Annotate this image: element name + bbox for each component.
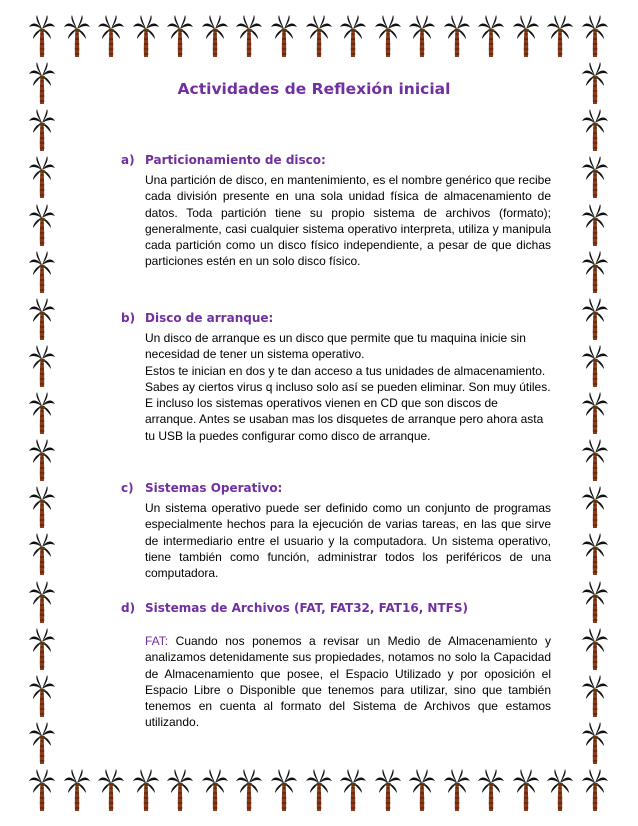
palm-tree-icon [477, 14, 505, 58]
palm-tree-icon [28, 627, 56, 671]
palm-tree-icon [477, 768, 505, 812]
paragraph-text: Cuando nos ponemos a revisar un Medio de Almacenamiento y analizamos detenidamente sus propiedades, notamos no solo la Capacidad de Almacenamiento que posee, el Espacio Utilizado y por oposición el Espacio Libre o Disponible que tenemos para utilizar, sino que también tenemos en cuenta al formato del Sistema de Archivos que estamos utilizando. [145, 634, 552, 730]
palm-tree-icon [201, 768, 229, 812]
palm-tree-icon [63, 768, 91, 812]
paragraph: Un sistema operativo puede ser definido como un conjunto de programas especialmente hechos para la ejecución de varias tareas, en las que sirve de intermediario entre el usuario y la computadora. Un sistema operativo, tiene también como función, administrar todos los periféricos de una computadora. [145, 501, 551, 581]
palm-tree-icon [581, 391, 609, 435]
palm-tree-icon [28, 532, 56, 576]
palm-tree-icon [63, 14, 91, 58]
palm-tree-icon [581, 14, 609, 58]
fat-label: FAT: [145, 634, 169, 648]
section-heading [121, 480, 551, 497]
section-letter: a) [121, 153, 135, 167]
palm-tree-icon [235, 768, 263, 812]
palm-tree-icon [166, 768, 194, 812]
palm-tree-icon [28, 108, 56, 152]
paragraph [145, 633, 551, 731]
section-sistemas-operativo [121, 480, 551, 581]
section-heading [121, 600, 551, 617]
palm-tree-icon [28, 485, 56, 529]
palm-tree-icon [581, 297, 609, 341]
palm-tree-icon [28, 674, 56, 718]
palm-tree-icon [512, 768, 540, 812]
palm-tree-icon [28, 14, 56, 58]
section-letter: d) [121, 601, 136, 615]
palm-tree-icon [270, 14, 298, 58]
palm-tree-icon [581, 768, 609, 812]
palm-tree-icon [443, 14, 471, 58]
section-letter: c) [121, 481, 134, 495]
palm-tree-icon [408, 14, 436, 58]
palm-tree-icon [581, 580, 609, 624]
section-body [145, 633, 551, 731]
palm-tree-icon [546, 768, 574, 812]
section-heading [121, 310, 551, 327]
paragraph: Una partición de disco, en mantenimiento, es el nombre genérico que recibe cada división presente en una sola unidad física de almacenamiento de datos. Toda partición tiene su propio sistema de archivos (formato); generalmente, casi cualquier sistema operativo interpreta, utiliza y manipula cada partición como un disco físico independiente, a pesar de que dichas particiones estén en un solo disco físico. [145, 173, 551, 269]
palm-tree-icon [443, 768, 471, 812]
palm-tree-icon [408, 768, 436, 812]
section-sistemas-archivos [121, 600, 551, 731]
palm-tree-icon [374, 14, 402, 58]
paragraph: Un disco de arranque es un disco que permite que tu maquina inicie sin necesidad de tener un sistema operativo. [145, 331, 526, 362]
section-body [145, 330, 551, 444]
palm-tree-icon [97, 768, 125, 812]
palm-tree-icon [581, 532, 609, 576]
palm-tree-icon [581, 155, 609, 199]
palm-tree-icon [581, 438, 609, 482]
section-letter: b) [121, 311, 136, 325]
palm-tree-icon [374, 768, 402, 812]
palm-tree-icon [305, 768, 333, 812]
palm-tree-icon [132, 14, 160, 58]
palm-tree-icon [581, 344, 609, 388]
palm-tree-icon [28, 203, 56, 247]
palm-tree-icon [339, 768, 367, 812]
palm-tree-icon [235, 14, 263, 58]
palm-tree-icon [97, 14, 125, 58]
palm-tree-icon [581, 627, 609, 671]
section-title: Sistemas de Archivos (FAT, FAT32, FAT16, NTFS) [145, 601, 468, 615]
palm-tree-icon [581, 485, 609, 529]
palm-tree-icon [28, 721, 56, 765]
palm-tree-icon [581, 250, 609, 294]
paragraph: Estos te inician en dos y te dan acceso a tus unidades de almacenamiento. Sabes ay ciertos virus q incluso solo así se pueden eliminar. Son muy útiles. [145, 363, 551, 394]
section-title: Sistemas Operativo: [145, 481, 283, 495]
palm-tree-icon [28, 438, 56, 482]
palm-tree-icon [339, 14, 367, 58]
palm-tree-icon [581, 108, 609, 152]
page-title: Actividades de Reflexión inicial [177, 80, 451, 98]
section-body [145, 500, 551, 581]
section-title: Disco de arranque: [145, 311, 274, 325]
palm-tree-icon [132, 768, 160, 812]
palm-tree-icon [28, 297, 56, 341]
section-title: Particionamiento de disco: [145, 153, 326, 167]
palm-tree-icon [28, 580, 56, 624]
palm-tree-icon [305, 14, 333, 58]
palm-tree-icon [512, 14, 540, 58]
palm-tree-icon [28, 768, 56, 812]
section-heading [121, 152, 551, 169]
palm-tree-icon [28, 391, 56, 435]
palm-tree-icon [270, 768, 298, 812]
section-disco-arranque [121, 310, 551, 444]
palm-tree-icon [201, 14, 229, 58]
palm-tree-icon [581, 721, 609, 765]
section-body [145, 172, 551, 270]
palm-tree-icon [166, 14, 194, 58]
palm-tree-icon [28, 344, 56, 388]
section-particionamiento [121, 152, 551, 270]
palm-tree-icon [546, 14, 574, 58]
palm-tree-icon [581, 674, 609, 718]
palm-tree-icon [28, 155, 56, 199]
palm-tree-icon [581, 203, 609, 247]
paragraph: E incluso los sistemas operativos vienen en CD que son discos de arranque. Antes se usaban mas los disquetes de arranque pero ahora asta tu USB la puedes configurar como disco de arranque. [145, 396, 544, 443]
palm-tree-icon [28, 250, 56, 294]
